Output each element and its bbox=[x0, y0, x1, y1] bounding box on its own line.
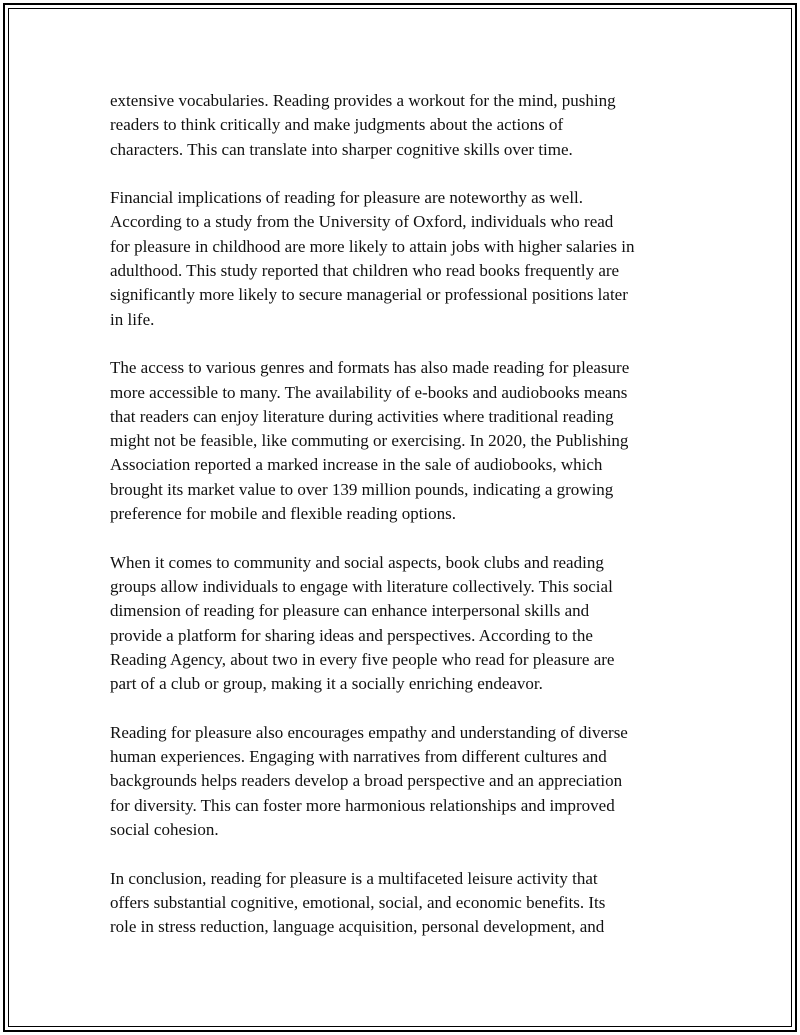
document-body bbox=[110, 89, 690, 964]
paragraph-conclusion: In conclusion, reading for pleasure is a multifaceted leisure activity that offers substantial cognitive, emotional, social, and economic benefits. Its role in stress reduction, language acquisition, personal development, and bbox=[110, 868, 606, 937]
paragraph-vocabulary: extensive vocabularies. Reading provides a workout for the mind, pushing readers to think critically and make judgments about the actions of characters. This can translate into sharper cognitive skills over time. bbox=[110, 91, 616, 159]
paragraph-access: The access to various genres and formats has also made reading for pleasure more accessible to many. The availability of e-books and audiobooks means that readers can enjoy literature during activities where traditional reading might not be feasible, like commuting or exercising. In 2020, the Publishing Association reported a marked increase in the sale of audiobooks, which brought its market value to over 139 million pounds, indicating a growing preference for mobile and flexible reading options. bbox=[110, 358, 630, 524]
paragraph-financial: Financial implications of reading for pleasure are noteworthy as well. According to a study from the University of Oxford, individuals who read for pleasure in childhood are more likely to attain jobs with higher salaries in adulthood. This study reported that children who read books frequently are significantly more likely to secure managerial or professional positions later in life. bbox=[110, 188, 635, 329]
paragraph-community: When it comes to community and social aspects, book clubs and reading groups allow individuals to engage with literature collectively. This social dimension of reading for pleasure can enhance interpersonal skills and provide a platform for sharing ideas and perspectives. According to the Reading Agency, about two in every five people who read for pleasure are part of a club or group, making it a socially enriching endeavor. bbox=[110, 552, 615, 694]
paragraph-empathy: Reading for pleasure also encourages empathy and understanding of diverse human experiences. Engaging with narratives from different cultures and backgrounds helps readers develop a broad perspective and an appreciation for diversity. This can foster more harmonious relationships and improved social cohesion. bbox=[110, 722, 628, 839]
